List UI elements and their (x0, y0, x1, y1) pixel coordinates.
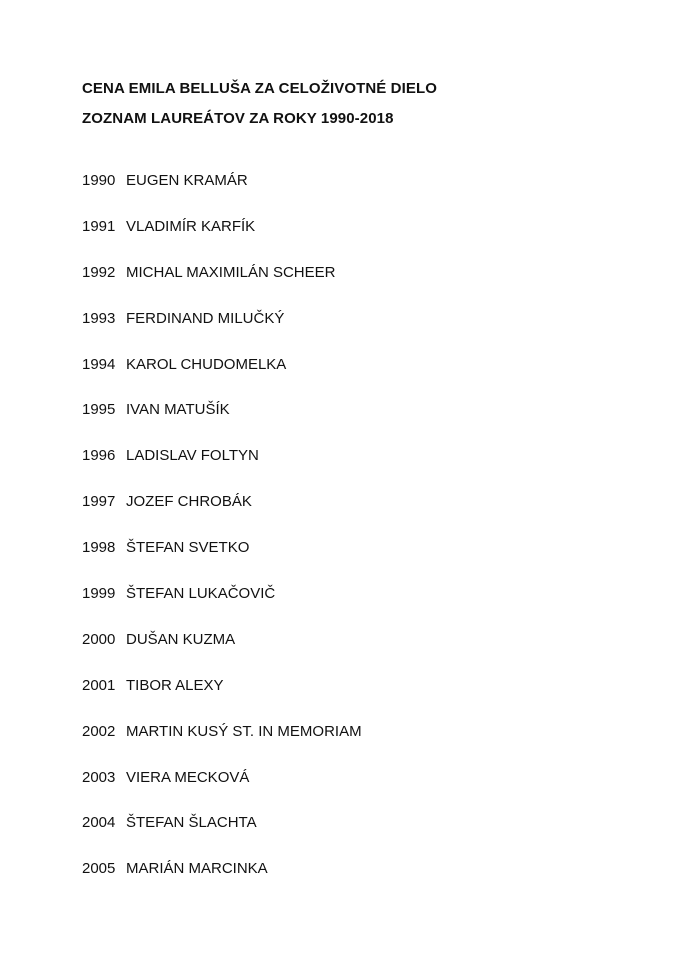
list-item (82, 401, 362, 447)
document-title: CENA EMILA BELLUŠA ZA CELOŽIVOTNÉ DIELO (82, 80, 438, 97)
list-item (82, 723, 362, 769)
laureate-year: 2001 (82, 676, 116, 694)
list-item (82, 585, 362, 631)
laureate-year: 2005 (82, 860, 116, 878)
laureate-year: 1997 (82, 493, 116, 511)
laureate-year: 2002 (82, 722, 116, 740)
document-subtitle: ZOZNAM LAUREÁTOV ZA ROKY 1990-2018 (82, 110, 394, 127)
laureate-name: JOZEF CHROBÁK (126, 493, 252, 511)
list-item (82, 814, 362, 860)
laureate-name: ŠTEFAN LUKAČOVIČ (126, 585, 276, 603)
laureate-name: LADISLAV FOLTYN (126, 447, 259, 465)
laureate-name: EUGEN KRAMÁR (126, 172, 248, 189)
laureate-name: DUŠAN KUZMA (126, 630, 236, 648)
list-item (82, 447, 362, 493)
laureate-year: 1996 (82, 447, 116, 465)
laureate-year: 1998 (82, 539, 116, 557)
list-item (82, 493, 362, 539)
laureate-year: 2004 (82, 814, 116, 832)
laureate-year: 1995 (82, 401, 116, 419)
laureate-year: 1994 (82, 355, 116, 373)
laureate-year: 1991 (82, 217, 116, 235)
laureate-name: ŠTEFAN SVETKO (126, 539, 250, 557)
laureate-name: MARIÁN MARCINKA (126, 860, 268, 878)
list-item (82, 631, 362, 677)
laureate-year: 1992 (82, 263, 116, 281)
laureate-name: VIERA MECKOVÁ (126, 768, 250, 786)
list-item (82, 860, 362, 906)
laureate-name: MARTIN KUSÝ ST. IN MEMORIAM (126, 722, 362, 740)
laureate-name: ŠTEFAN ŠLACHTA (126, 814, 257, 832)
list-item (82, 218, 362, 264)
list-item (82, 769, 362, 815)
laureate-name: FERDINAND MILUČKÝ (126, 309, 285, 327)
laureate-name: IVAN MATUŠÍK (126, 401, 230, 419)
laureate-year: 2003 (82, 768, 116, 786)
laureate-year: 1993 (82, 309, 116, 327)
list-item (82, 677, 362, 723)
laureate-year: 1999 (82, 585, 116, 603)
list-item (82, 356, 362, 402)
list-item (82, 172, 362, 218)
laureate-name: KAROL CHUDOMELKA (126, 355, 287, 373)
list-item (82, 539, 362, 585)
laureate-name: TIBOR ALEXY (126, 676, 224, 694)
list-item (82, 264, 362, 310)
list-item (82, 310, 362, 356)
laureate-year: 2000 (82, 630, 116, 648)
laureate-year: 1990 (82, 172, 116, 189)
laureate-name: MICHAL MAXIMILÁN SCHEER (126, 263, 336, 281)
laureate-name: VLADIMÍR KARFÍK (126, 217, 256, 235)
laureates-list (82, 172, 362, 906)
